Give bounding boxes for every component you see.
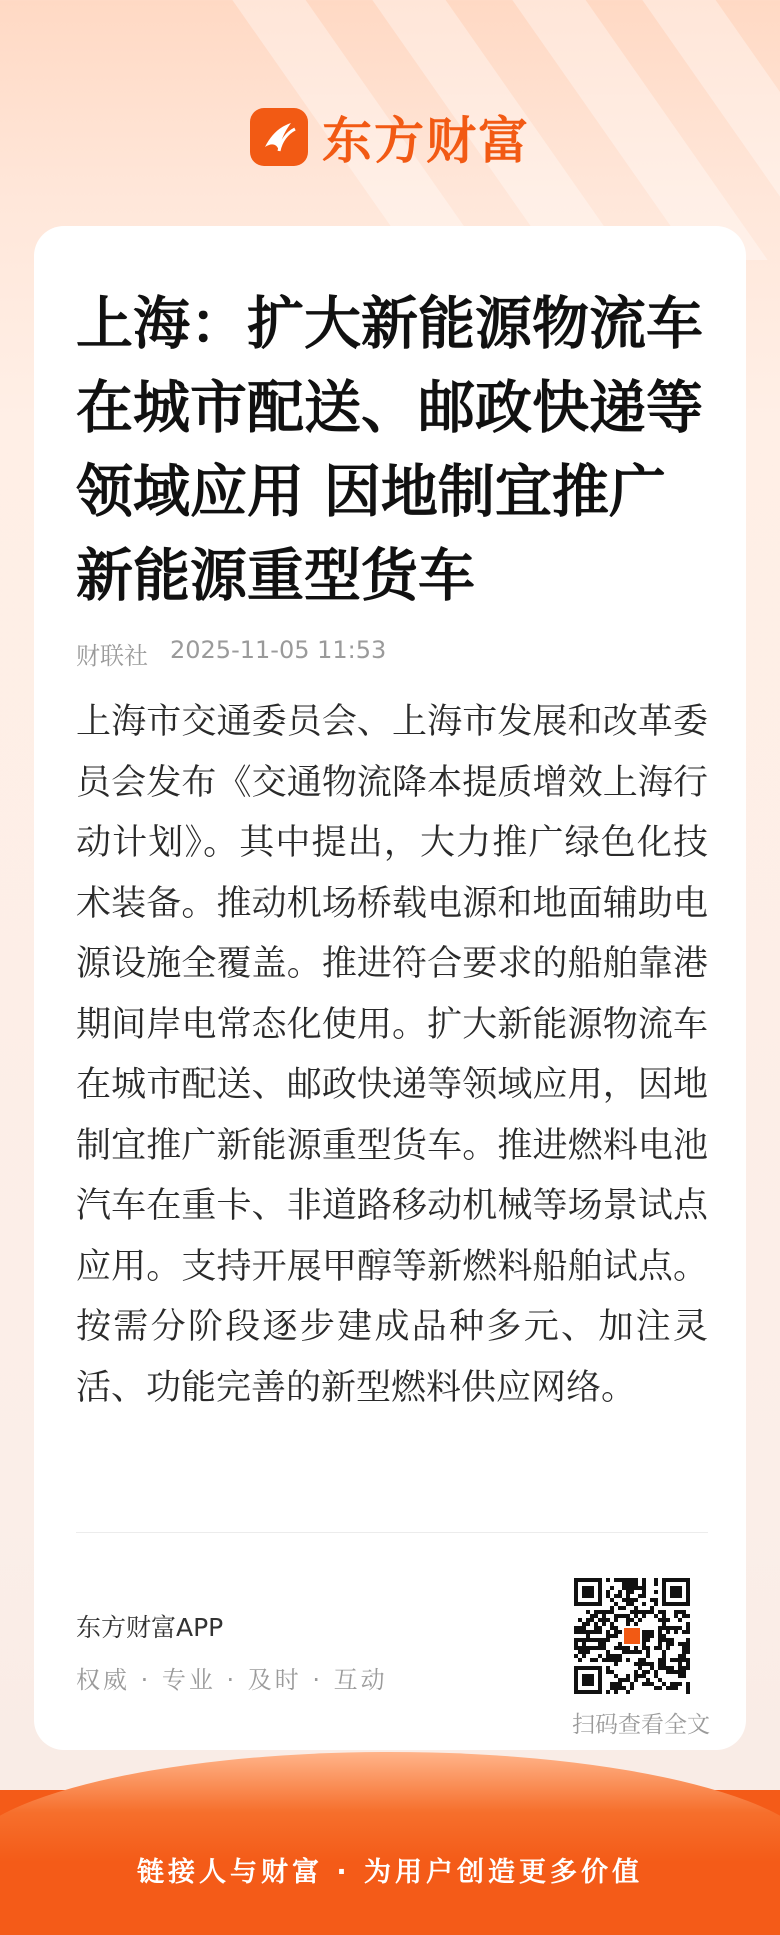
- brand-name: 东方财富: [322, 112, 530, 170]
- bottom-banner-text: 链接人与财富 · 为用户创造更多价值: [136, 1857, 644, 1888]
- brand-logo-icon: [250, 108, 308, 166]
- footer-slogan: 权威 · 专业 · 及时 · 互动: [76, 1666, 388, 1694]
- article-meta: [76, 636, 386, 671]
- qr-label: 扫码查看全文: [572, 1712, 710, 1738]
- article-datetime: 2025-11-05 11:53: [170, 636, 387, 664]
- divider: [76, 1532, 708, 1533]
- article-source: 财联社: [76, 642, 148, 670]
- footer-app-name: 东方财富APP: [76, 1613, 224, 1642]
- qr-code-icon[interactable]: [574, 1578, 690, 1694]
- article-body: 上海市交通委员会、上海市发展和改革委员会发布《交通物流降本提质增效上海行动计划》。其中提出，大力推广绿色化技术装备。推动机场桥载电源和地面辅助电源设施全覆盖。推进符合要求的船舶靠港期间岸电常态化使用。扩大新能源物流车在城市配送、邮政快递等领域应用，因地制宜推广新能源重型货车。推进燃料电池汽车在重卡、非道路移动机械等场景试点应用。支持开展甲醇等新燃料船舶试点。按需分阶段逐步建成品种多元、加注灵活、功能完善的新型燃料供应网络。: [76, 702, 708, 1408]
- article-card: [34, 226, 746, 1750]
- brand-logo: [0, 104, 780, 170]
- bottom-banner-arc: [0, 1752, 780, 1862]
- article-title: 上海：扩大新能源物流车在城市配送、邮政快递等领域应用 因地制宜推广新能源重型货车: [76, 290, 703, 609]
